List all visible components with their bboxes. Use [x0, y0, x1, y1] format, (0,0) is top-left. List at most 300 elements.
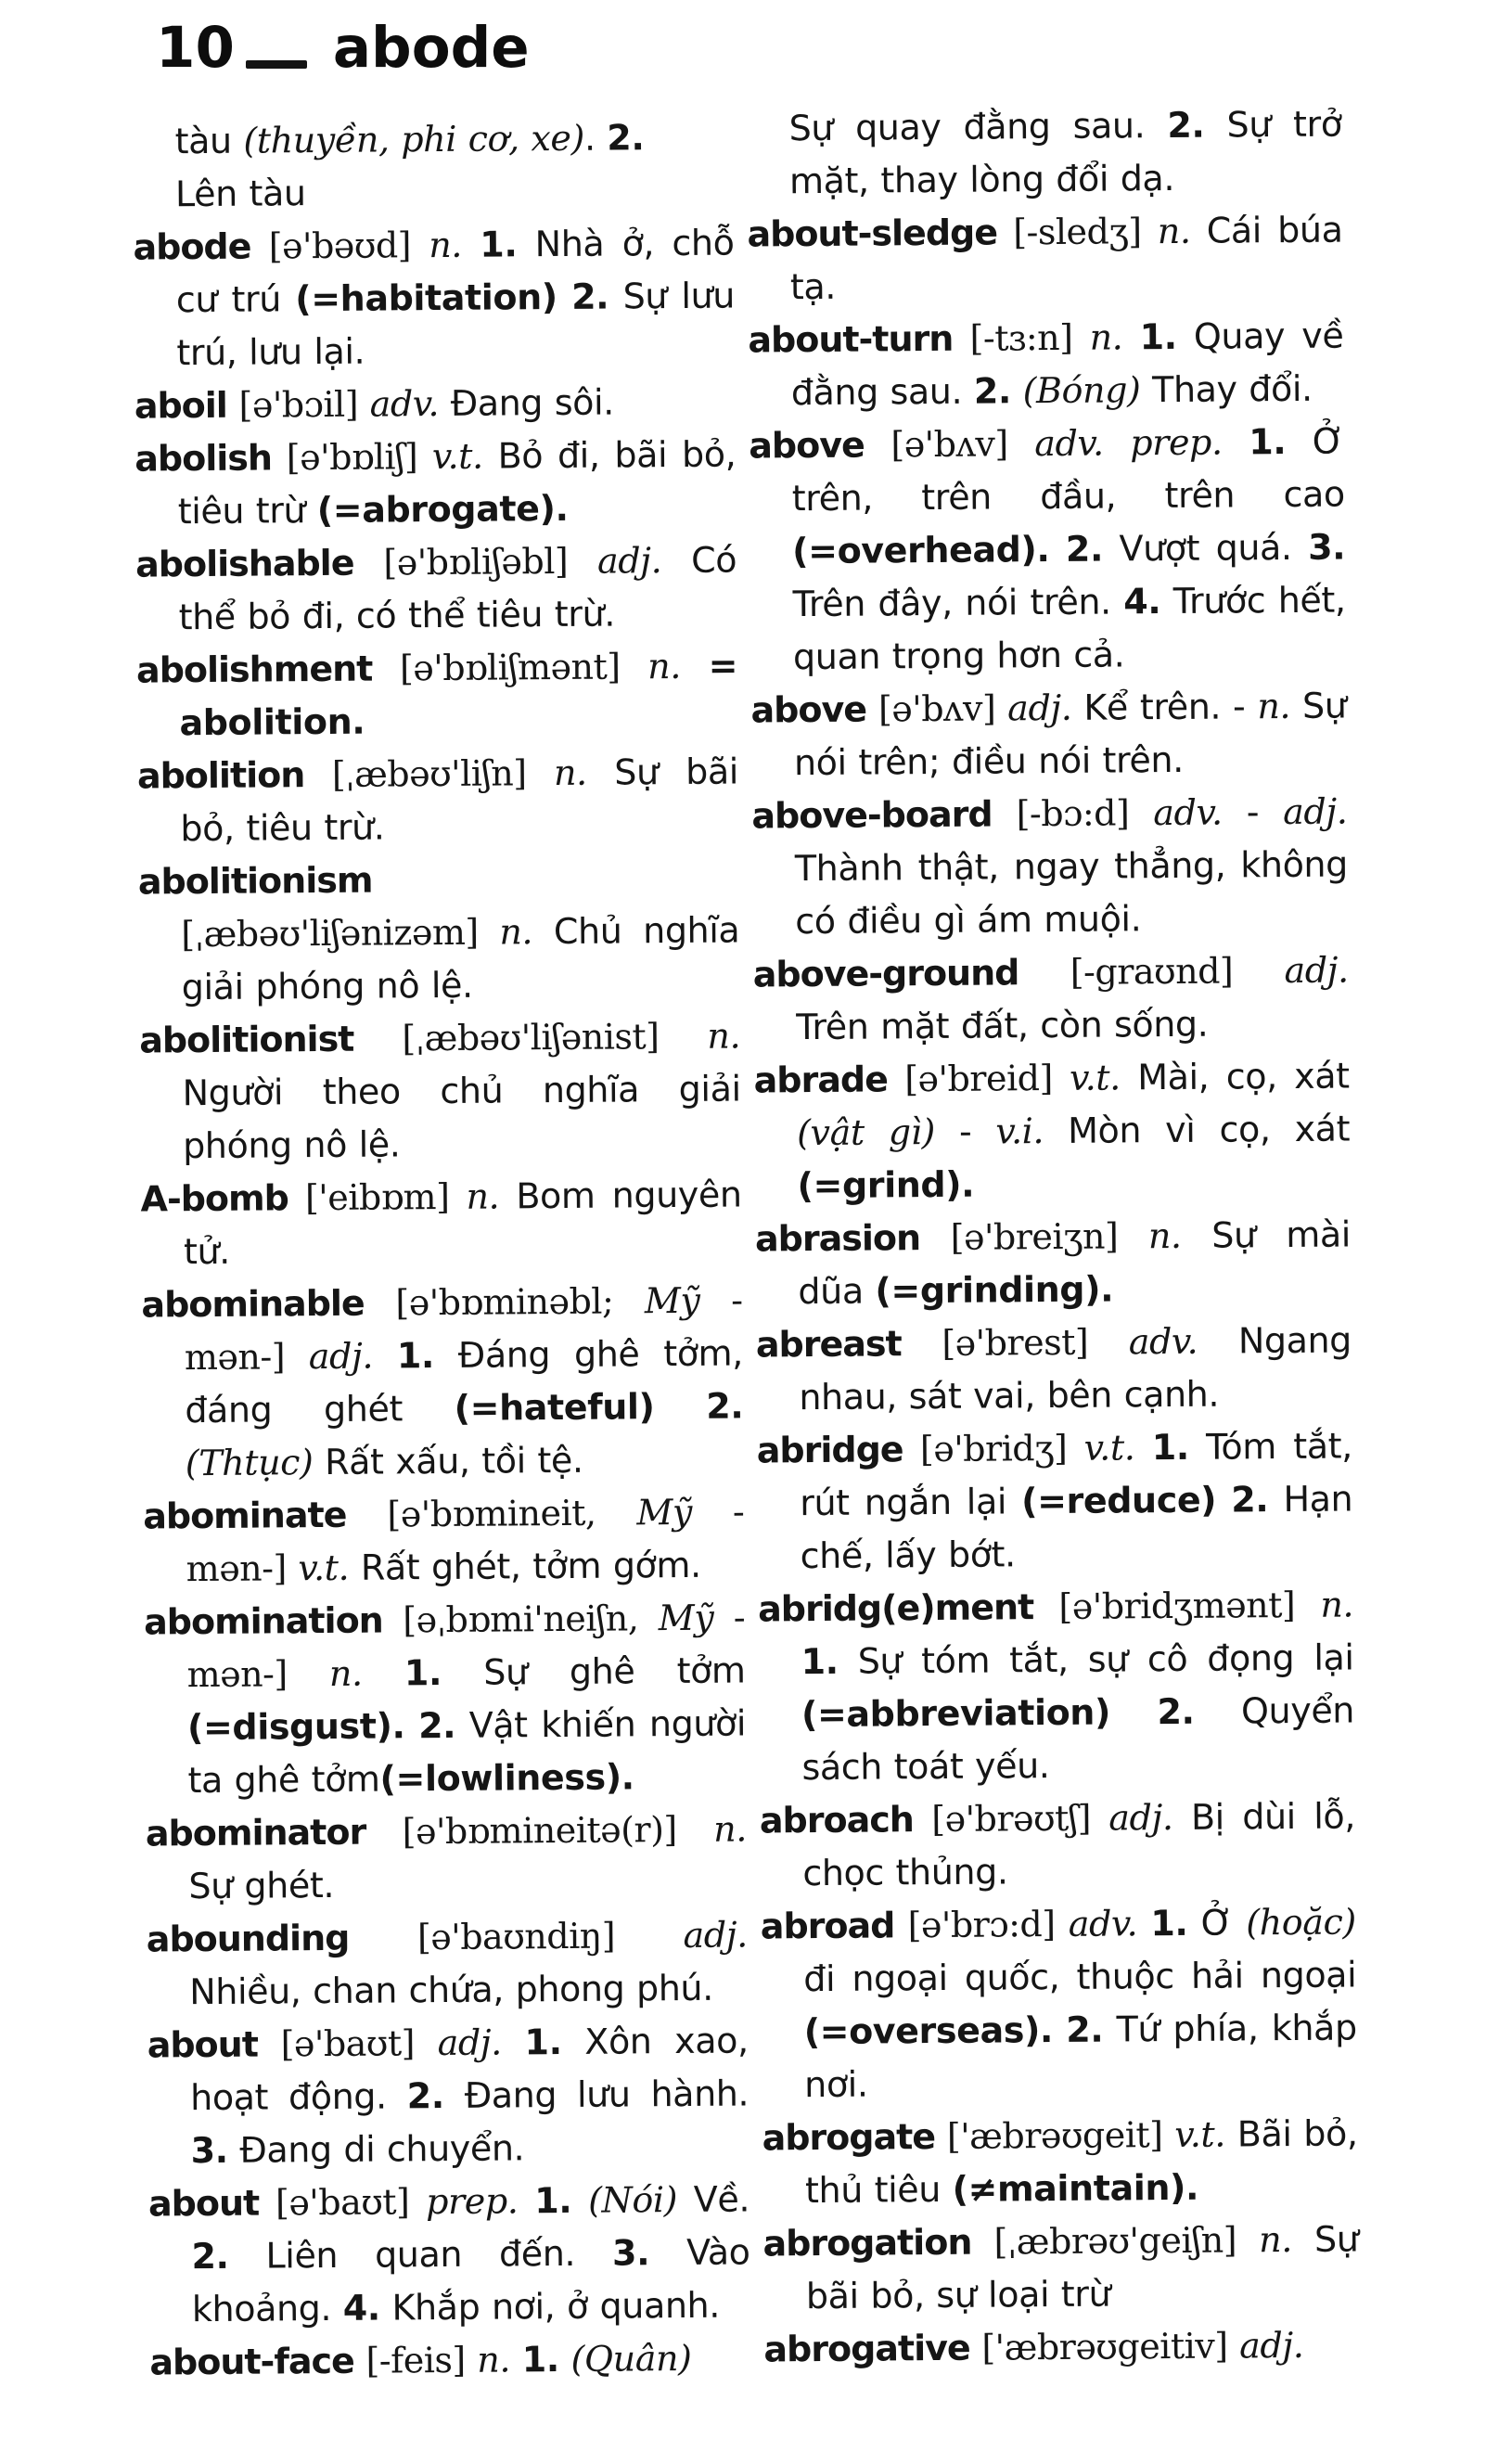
headword: abominate — [143, 1494, 347, 1537]
sense-number: 2. — [191, 2235, 229, 2278]
definition-text — [372, 648, 400, 688]
sense-number: 1. — [521, 2339, 559, 2381]
definition-text: Chủ nghĩa giải phóng nô lệ. — [181, 909, 740, 1008]
sense-number: 1. — [404, 1652, 442, 1694]
definition-text: Quyển sách toát yếu. — [801, 1689, 1355, 1789]
entry-abrasion — [755, 1208, 1352, 1318]
definition-text: Cái búa tạ. — [789, 209, 1343, 308]
definition-text: Bom nguyên tử. — [183, 1174, 742, 1273]
definition-text — [992, 793, 1016, 834]
pos-label: v.t. — [1174, 2113, 1226, 2155]
pronunciation: [ə'brəʊtʃ] — [931, 1797, 1109, 1841]
headword: abroad — [760, 1905, 895, 1947]
entry-abolish — [135, 428, 737, 538]
definition-text: Thay đổi. — [1140, 367, 1313, 411]
definition-text: Mài, cọ, xát — [1120, 1055, 1350, 1098]
headword: above-board — [751, 793, 993, 837]
usage-note: (Quân) — [570, 2337, 692, 2380]
definition-text — [1019, 952, 1070, 993]
definition-text: Đang lưu hành. — [443, 2073, 750, 2117]
entry-abomination — [144, 1591, 747, 1807]
pos-label: adv. — [369, 382, 440, 425]
pos-label: n. — [429, 224, 463, 266]
definition-text — [914, 1799, 932, 1840]
definition-text — [654, 1386, 706, 1427]
pos-label: prep. — [425, 2180, 519, 2223]
cross-reference: (=reduce) — [1020, 1479, 1217, 1522]
usage-note: Mỹ — [636, 1491, 693, 1534]
pos-label: adv. — [1153, 791, 1223, 834]
sense-number: 1. — [534, 2179, 572, 2222]
headword: abrade — [753, 1059, 889, 1101]
pronunciation: [ə'baʊt] — [275, 2181, 427, 2224]
definition-text: Ngang nhau, sát vai, bên cạnh. — [799, 1319, 1352, 1418]
definition-text — [288, 1177, 306, 1218]
pos-label: v.t. — [298, 1546, 350, 1589]
headword: abominable — [141, 1282, 365, 1326]
definition-text — [227, 385, 239, 426]
page-number: 10 — [156, 15, 235, 81]
usage-note: (thuyền, phi cơ, xe) — [243, 117, 585, 161]
headword: abrogative — [763, 2327, 970, 2370]
definition-text — [571, 2180, 588, 2221]
definition-text: Sự nói trên; điều nói trên. — [793, 685, 1347, 784]
pos-label: n. — [477, 2339, 511, 2381]
left-column — [132, 110, 750, 2389]
headword: abridg(e)ment — [757, 1586, 1034, 1630]
sense-number: 1. — [1150, 1902, 1188, 1944]
headword: about-turn — [748, 317, 954, 361]
pronunciation: [ə'brest] — [942, 1321, 1129, 1364]
definition-text: Tóm tắt, rút ngắn lại — [800, 1425, 1352, 1524]
definition-text: Sự mài dũa — [798, 1213, 1352, 1313]
definition-text: Xôn xao, hoạt động. — [189, 2020, 749, 2119]
definition-text: Rất ghét, tởm gớm. — [349, 1544, 701, 1588]
headword: abridge — [756, 1429, 903, 1471]
pronunciation: [ə'brɔ:d] — [907, 1903, 1069, 1946]
sense-number: 1. — [480, 224, 518, 265]
pos-label: n. — [1257, 685, 1291, 727]
definition-text: Trên mặt đất, còn sống. — [796, 1003, 1209, 1048]
definition-text — [865, 424, 891, 465]
pronunciation: [əˌbɒmi'neiʃn, — [403, 1598, 659, 1641]
entry-about-face — [149, 2331, 750, 2389]
pos-label: adj. — [1238, 2324, 1304, 2367]
definition-text — [349, 1917, 417, 1958]
sense-number: 2. — [417, 1704, 456, 1747]
headword: about-sledge — [747, 212, 998, 255]
definition-text — [404, 1705, 418, 1746]
definition-text — [1216, 1479, 1231, 1520]
continuation-prev-page-cont — [132, 110, 734, 221]
definition-text — [1011, 370, 1023, 411]
cross-reference: (=overseas). — [803, 2009, 1054, 2053]
pronunciation: -mən-] — [186, 1597, 746, 1696]
sense-number: 2. — [1157, 1690, 1195, 1733]
definition-text: đi ngoại quốc, thuộc hải ngoại — [803, 1954, 1357, 2000]
pos-label: v.t. — [1069, 1057, 1121, 1098]
entry-abode — [133, 216, 735, 379]
headword: abroach — [759, 1799, 915, 1842]
headword: abrogation — [762, 2221, 972, 2265]
entry-a-bomb — [140, 1168, 742, 1278]
entry-abolishment — [136, 639, 738, 750]
definition-text: Hạn chế, lấy bớt. — [800, 1478, 1353, 1577]
sense-number: 3. — [190, 2129, 228, 2172]
headword: abominator — [145, 1811, 366, 1854]
pos-label: v.i. — [995, 1110, 1044, 1152]
sense-number: 2. — [607, 117, 645, 159]
definition-text — [510, 2339, 522, 2380]
definition-text: . — [583, 117, 608, 159]
definition-text: Bị dùi lỗ, chọc thủng. — [802, 1795, 1356, 1894]
headword: abolitionist — [139, 1018, 354, 1061]
pronunciation: [ə'breiʒn] — [950, 1215, 1149, 1258]
cross-reference: (=hateful) — [454, 1386, 655, 1429]
pronunciation: [ə'bɒliʃmənt] — [399, 646, 648, 689]
pos-label: adj. — [308, 1335, 374, 1378]
usage-note: (hoặc) — [1246, 1901, 1356, 1944]
sense-number: 2. — [706, 1385, 744, 1427]
pos-label: adj. — [437, 2021, 503, 2064]
usage-note: (Nói) — [587, 2179, 678, 2221]
entry-abolitionism — [138, 851, 740, 1014]
definition-text: Trên đây, nói trên. — [792, 581, 1124, 625]
definition-text: Sự trở mặt, thay lòng đổi dạ. — [788, 103, 1342, 202]
definition-text — [383, 1599, 404, 1640]
entry-above-adj — [750, 679, 1347, 789]
definition-text: Về. — [676, 2178, 750, 2221]
headword: abrasion — [754, 1217, 921, 1260]
pronunciation: -mən-] — [184, 1279, 743, 1379]
pos-label: n. — [712, 1808, 748, 1850]
pronunciation: [ə'bɔil] — [238, 383, 370, 426]
pronunciation: [ˌæbrəʊ'geiʃn] — [993, 2219, 1260, 2263]
definition-text — [920, 1217, 951, 1258]
sense-number: 4. — [1123, 581, 1161, 622]
pronunciation: ['æbrəʊgeit] — [946, 2114, 1175, 2157]
pronunciation: -mən-] — [186, 1491, 745, 1590]
definition-text — [365, 1282, 396, 1323]
sense-number: 1. — [396, 1335, 435, 1377]
pos-label: n. — [1320, 1584, 1354, 1625]
sense-number: 1. — [524, 2021, 562, 2063]
definition-text — [953, 318, 970, 359]
definition-text: Có thể bỏ đi, có thể tiêu trừ. — [178, 539, 737, 638]
definition-text: Ở — [1187, 1902, 1247, 1944]
entry-about-sledge — [747, 204, 1343, 314]
definition-text — [557, 276, 572, 317]
definition-text — [971, 2222, 994, 2263]
pos-label: adv. — [1128, 1320, 1198, 1363]
pronunciation: [ə'bəʊd] — [268, 225, 429, 267]
definition-text: Khắp nơi, ở quanh. — [379, 2284, 721, 2329]
pos-label: adv. prep. — [1034, 421, 1223, 465]
sense-number: 2. — [1231, 1479, 1269, 1521]
definition-text — [250, 225, 269, 266]
headword: abolish — [135, 437, 273, 480]
pronunciation: [ə'bɒmineitə(r)] — [402, 1808, 714, 1853]
pronunciation: [ˌæbəʊ'liʃənist] — [402, 1015, 708, 1059]
definition-text — [894, 1905, 908, 1945]
pronunciation: [-graʊnd] — [1070, 950, 1285, 993]
definition-text: Sự tóm tắt, sự cô đọng lại — [838, 1636, 1354, 1682]
entry-abroach — [760, 1790, 1356, 1900]
definition-text: Bỏ đi, bãi bỏ, tiêu trừ — [177, 433, 737, 533]
entry-abolition — [137, 745, 739, 855]
pos-label: v.t. — [431, 435, 483, 478]
pronunciation: [ə'bɒliʃəbl] — [383, 540, 598, 584]
cross-reference: (=lowliness). — [379, 1756, 634, 1800]
sense-number: 1. — [1139, 315, 1177, 358]
pos-label: adj. — [1108, 1797, 1173, 1839]
pos-label: n. — [707, 1015, 741, 1057]
definition-text — [970, 2328, 982, 2368]
pos-label: n. — [1258, 2219, 1293, 2261]
headword: abrogate — [762, 2116, 936, 2159]
pos-label: n. — [1147, 1214, 1182, 1257]
definition-text — [997, 212, 1014, 252]
definition-text: Vượt quá. — [1102, 526, 1309, 570]
definition-text: Sự ghê tởm — [441, 1649, 746, 1694]
definition-text: tàu — [174, 120, 244, 162]
usage-note: Mỹ — [644, 1279, 700, 1322]
entry-about-prep — [148, 2173, 750, 2336]
sense-number: 3. — [611, 2232, 650, 2274]
definition-text — [1049, 529, 1066, 570]
entry-abreast — [756, 1314, 1352, 1424]
headword: A-bomb — [140, 1177, 289, 1220]
entry-above-ground — [753, 943, 1350, 1054]
sense-number: 2. — [1167, 104, 1205, 146]
sense-number: 2. — [1066, 2008, 1104, 2050]
entry-abounding — [147, 1908, 749, 2019]
cross-reference: (=abbreviation) — [801, 1691, 1111, 1736]
cross-reference: (=abrogate). — [316, 487, 569, 532]
definition-text: Nhiều, chan chứa, phong phú. — [189, 1967, 713, 2013]
pos-label: n. — [553, 751, 587, 794]
pos-label: n. — [466, 1175, 500, 1217]
definition-text — [354, 2341, 366, 2381]
headword: abolishment — [135, 648, 373, 691]
usage-note: (Thtục) — [185, 1442, 314, 1484]
definition-text: Thành thật, ngay thẳng, không có điều gì ám muội. — [794, 843, 1349, 943]
entry-about-adj — [147, 2014, 750, 2177]
entry-abrogate — [762, 2107, 1358, 2217]
sense-number: 1. — [801, 1640, 839, 1683]
pronunciation: [ə'bridʒmənt] — [1058, 1584, 1321, 1627]
pos-label: adj. — [1282, 790, 1348, 833]
headword: above-ground — [752, 952, 1019, 995]
sense-number: 2. — [1065, 528, 1104, 570]
definition-text: Rất xấu, tồi tệ. — [313, 1439, 583, 1483]
definition-text: Sự lưu trú, lưu lại. — [176, 275, 736, 374]
header-underline — [246, 60, 307, 69]
entry-abominator — [146, 1803, 748, 1913]
pronunciation: [ə'bɒmineit, — [387, 1492, 637, 1535]
entry-abridge — [757, 1419, 1353, 1583]
definition-text — [1137, 1903, 1151, 1944]
definition-text — [903, 1429, 920, 1469]
definition-text — [259, 2182, 275, 2223]
pos-label: n. — [1089, 316, 1123, 358]
pronunciation: [ə'bʌv] — [878, 687, 1008, 730]
definition-text — [902, 1323, 942, 1364]
pos-label: n. — [328, 1652, 363, 1694]
definition-text — [304, 754, 332, 795]
definition-text: Kể trên. - — [1071, 686, 1258, 728]
definition-text: - — [1222, 791, 1284, 833]
definition-text — [363, 1652, 405, 1693]
pronunciation: [-feis] — [365, 2339, 478, 2381]
definition-text: Mòn vì cọ, xát — [1043, 1108, 1351, 1152]
definition-text — [365, 1811, 403, 1852]
definition-text: Đáng ghê tởm, đáng ghét — [185, 1332, 744, 1431]
entry-above-board — [751, 785, 1348, 948]
definition-text — [373, 1335, 397, 1376]
definition-text — [888, 1059, 905, 1099]
headword: about-face — [149, 2340, 354, 2383]
headword: above — [749, 424, 865, 467]
entry-abominate — [143, 1485, 745, 1596]
entry-abridgement — [758, 1578, 1355, 1794]
entry-abolishable — [135, 533, 737, 644]
headword: abounding — [146, 1917, 350, 1960]
definition-text — [353, 1018, 402, 1059]
pronunciation: [ə'bɒminəbl; — [395, 1280, 646, 1324]
sense-number: 4. — [342, 2287, 380, 2329]
cross-reference: (=habitation) — [295, 276, 557, 320]
entry-abrade — [753, 1049, 1350, 1213]
headword: above — [750, 688, 867, 731]
pronunciation: [-tɜ:n] — [969, 316, 1090, 359]
cross-reference: (=grinding). — [875, 1268, 1114, 1312]
pronunciation: [ə'bridʒ] — [919, 1427, 1084, 1470]
definition-text — [518, 2180, 534, 2221]
headword: about — [147, 2023, 259, 2066]
pos-label: v.t. — [1083, 1427, 1135, 1469]
definition-text — [258, 2023, 281, 2064]
headword: aboil — [134, 384, 228, 427]
definition-text: Liên quan đến. — [228, 2232, 613, 2277]
entry-aboil — [135, 375, 736, 432]
sense-number: 2. — [570, 276, 609, 317]
pronunciation: [ə'bʌv] — [890, 423, 1035, 466]
definition-text — [1110, 1691, 1158, 1732]
pos-label: adv. — [1068, 1903, 1138, 1944]
entry-abrogation — [762, 2213, 1359, 2323]
definition-text — [681, 646, 709, 687]
definition-text — [1033, 1586, 1059, 1627]
definition-text — [272, 437, 287, 478]
definition-text: Nhà ở, chỗ cư trú — [175, 222, 735, 321]
usage-note: (vật gì) — [796, 1110, 936, 1154]
sense-number: 1. — [1249, 421, 1287, 463]
definition-text — [1134, 1427, 1152, 1468]
sense-number: 3. — [1307, 526, 1346, 568]
pronunciation: [ə'breid] — [904, 1057, 1070, 1100]
page-header — [156, 15, 530, 81]
cross-reference: (=disgust). — [186, 1705, 405, 1749]
pronunciation: [ə'bɒliʃ] — [286, 436, 433, 479]
definition-text — [1222, 421, 1249, 462]
cross-reference: (=overhead). — [792, 529, 1050, 572]
headword: abolishable — [135, 542, 354, 585]
sense-number: 2. — [406, 2075, 444, 2117]
pronunciation: [ə'baʊndiŋ] — [416, 1914, 684, 1958]
definition-text — [1122, 316, 1140, 357]
headword: about — [147, 2182, 260, 2225]
usage-note: (Bóng) — [1022, 369, 1141, 412]
definition-text: Tứ phía, khắp nơi. — [803, 2007, 1357, 2106]
entry-abominable — [141, 1274, 744, 1490]
definition-text: Vào khoảng. — [191, 2231, 750, 2330]
definition-text: Sự bãi bỏ, tiêu trừ. — [180, 751, 739, 850]
definition-text: Sự bãi bỏ, sự loại trừ — [805, 2218, 1359, 2317]
cross-reference: (≠maintain). — [952, 2166, 1199, 2210]
pronunciation: [ˌæbəʊ'liʃn] — [331, 752, 555, 795]
pos-label: adj. — [683, 1914, 748, 1956]
pos-label: adj. — [1007, 687, 1072, 729]
entry-abroad — [761, 1895, 1358, 2111]
definition-text: Đang sôi. — [438, 381, 614, 424]
entry-abolitionist — [139, 1009, 741, 1173]
continuation-about-face-cont — [746, 98, 1342, 209]
definition-text: Lên tàu — [174, 173, 306, 215]
cross-reference: (=grind). — [797, 1163, 975, 1207]
definition-text — [935, 2116, 947, 2157]
sense-number: 1. — [1151, 1426, 1189, 1469]
definition-text: Vật khiến người ta ghê tởm — [187, 1702, 747, 1802]
entry-about-turn — [748, 310, 1344, 420]
pronunciation: [-bɔ:d] — [1016, 792, 1154, 835]
definition-text — [502, 2021, 525, 2062]
pronunciation: [ˌæbəʊ'liʃənizəm] — [181, 911, 500, 956]
guide-word: abode — [332, 15, 530, 81]
sense-number: 2. — [973, 370, 1012, 412]
definition-text: Bãi bỏ, thủ tiêu — [804, 2112, 1358, 2212]
entry-abrogative — [763, 2318, 1359, 2376]
definition-text — [559, 2339, 571, 2380]
headword: abolition — [136, 754, 305, 797]
pos-label: adj. — [1284, 949, 1349, 992]
definition-text: - — [934, 1110, 996, 1152]
definition-text — [346, 1494, 387, 1534]
definition-text: Người theo chủ nghĩa giải phóng nô lệ. — [182, 1068, 741, 1167]
definition-text: Đang di chuyển. — [227, 2127, 525, 2171]
pronunciation: ['æbrəʊgeitiv] — [981, 2325, 1240, 2368]
definition-text: Ở trên, trên đầu, trên cao — [791, 420, 1345, 520]
usage-note: Mỹ — [658, 1597, 714, 1639]
cross-reference: = abolition. — [179, 645, 738, 744]
headword: abolitionism — [137, 859, 373, 903]
pos-label: adj. — [596, 540, 662, 582]
definition-text: Sự ghét. — [188, 1864, 335, 1907]
definition-text — [353, 542, 383, 583]
pos-label: n. — [647, 645, 682, 687]
definition-text — [462, 225, 480, 265]
right-column — [746, 98, 1359, 2377]
pos-label: n. — [499, 911, 533, 953]
definition-text — [1053, 2009, 1067, 2050]
headword: abomination — [143, 1599, 383, 1643]
entry-above-adv-prep — [749, 416, 1346, 685]
pos-label: n. — [1157, 210, 1191, 252]
definition-text — [866, 688, 878, 729]
definition-text: Trước hết, quan trọng hơn cả. — [792, 579, 1346, 678]
pronunciation: [ə'baʊt] — [280, 2022, 438, 2065]
headword: abode — [133, 225, 251, 268]
